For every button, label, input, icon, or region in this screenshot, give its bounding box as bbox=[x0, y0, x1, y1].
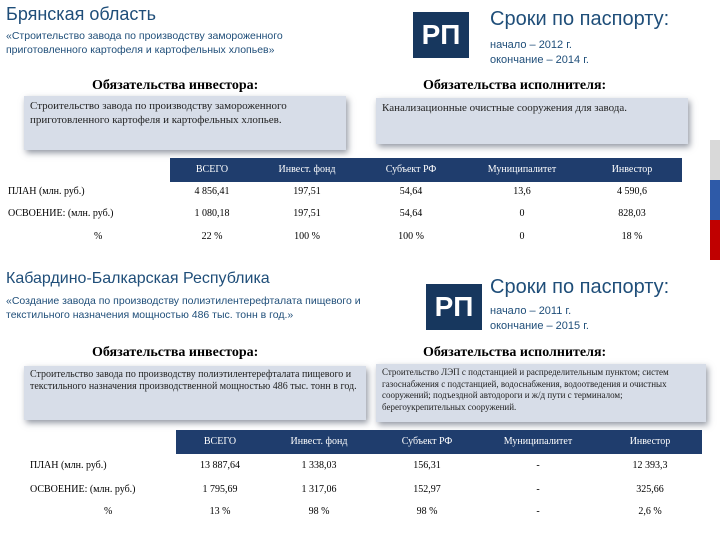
executor-obligations: Строительство ЛЭП с подстанцией и распределительным пунктом; систем газоснабжения с подстанцией, водоснабжения, водоотведения и очистных сооружений; подъездной автодороги и ж/д пути с терминалом; берегоукрепительных сооружений. bbox=[376, 364, 706, 422]
header-invest-fund: Инвест. фонд bbox=[272, 436, 366, 447]
header-investor: Инвестор bbox=[600, 436, 700, 447]
deadline-title: Сроки по паспорту: bbox=[490, 8, 670, 30]
row-label-execution: ОСВОЕНИЕ: (млн. руб.) bbox=[30, 484, 136, 495]
table-cell: 828,03 bbox=[618, 208, 646, 219]
project-description: «Создание завода по производству полиэтилентерефталата пищевого и текстильного назначения мощностью 486 тыс. тонн в год.» bbox=[6, 295, 361, 321]
deadline-end: окончание – 2015 г. bbox=[490, 320, 589, 332]
header-municipality: Муниципалитет bbox=[472, 164, 572, 175]
table-cell: 98 % bbox=[416, 506, 438, 517]
deadline-end: окончание – 2014 г. bbox=[490, 54, 589, 66]
table-cell: - bbox=[536, 460, 540, 471]
row-label-percent: % bbox=[104, 506, 113, 517]
row-label-plan: ПЛАН (млн. руб.) bbox=[8, 186, 85, 197]
table-cell: 22 % bbox=[201, 231, 223, 242]
table-cell: 4 590,6 bbox=[617, 186, 647, 197]
header-invest-fund: Инвест. фонд bbox=[262, 164, 352, 175]
header-investor: Инвестор bbox=[584, 164, 680, 175]
header-municipality: Муниципалитет bbox=[486, 436, 590, 447]
header-total: ВСЕГО bbox=[172, 164, 252, 175]
region-title: Брянская область bbox=[6, 4, 156, 24]
table-cell: 54,64 bbox=[399, 186, 423, 197]
investor-heading: Обязательства инвестора: bbox=[92, 78, 259, 93]
table-cell: 100 % bbox=[294, 231, 320, 242]
table-cell: 2,6 % bbox=[638, 506, 662, 517]
table-cell: 0 bbox=[519, 231, 525, 242]
investor-heading: Обязательства инвестора: bbox=[92, 345, 259, 360]
table-cell: - bbox=[536, 484, 540, 495]
table-cell: 156,31 bbox=[413, 460, 441, 471]
stripe-gray bbox=[710, 140, 720, 180]
investor-obligations: Строительство завода по производству замороженного приготовленного картофеля и картофельных хлопьев. bbox=[24, 96, 346, 150]
table-cell: 98 % bbox=[308, 506, 330, 517]
row-label-plan: ПЛАН (млн. руб.) bbox=[30, 460, 107, 471]
rp-badge: РП bbox=[426, 284, 482, 330]
stripe-blue bbox=[710, 180, 720, 220]
table-cell: 197,51 bbox=[293, 186, 321, 197]
table-cell: 1 317,06 bbox=[301, 484, 337, 495]
table-cell: 4 856,41 bbox=[194, 186, 230, 197]
stripe-red bbox=[710, 220, 720, 260]
project-description: «Строительство завода по производству замороженного приготовленного картофеля и картофельных хлопьев» bbox=[6, 30, 283, 56]
table-cell: 54,64 bbox=[399, 208, 423, 219]
table-cell: 0 bbox=[519, 208, 525, 219]
executor-obligations: Канализационные очистные сооружения для завода. bbox=[376, 98, 688, 144]
table-cell: 197,51 bbox=[293, 208, 321, 219]
table-cell: 1 080,18 bbox=[194, 208, 230, 219]
row-label-execution: ОСВОЕНИЕ: (млн. руб.) bbox=[8, 208, 114, 219]
deadline-start: начало – 2011 г. bbox=[490, 305, 572, 317]
executor-heading: Обязательства исполнителя: bbox=[423, 78, 607, 93]
rp-badge: РП bbox=[413, 12, 469, 58]
deadline-title: Сроки по паспорту: bbox=[490, 276, 670, 298]
table-cell: 12 393,3 bbox=[632, 460, 668, 471]
table-cell: 1 338,03 bbox=[301, 460, 337, 471]
header-subject: Субъект РФ bbox=[380, 436, 474, 447]
table-cell: 152,97 bbox=[413, 484, 441, 495]
table-cell: 325,66 bbox=[636, 484, 664, 495]
row-label-percent: % bbox=[94, 231, 103, 242]
table-cell: 13 % bbox=[209, 506, 231, 517]
table-cell: 1 795,69 bbox=[202, 484, 238, 495]
header-total: ВСЕГО bbox=[178, 436, 262, 447]
investor-obligations: Строительство завода по производству полиэтилентерефталата пищевого и текстильного назначения производственной мощностью 486 тыс. тонн в год. bbox=[24, 366, 366, 420]
table-cell: 100 % bbox=[398, 231, 424, 242]
deadline-start: начало – 2012 г. bbox=[490, 39, 572, 51]
executor-heading: Обязательства исполнителя: bbox=[423, 345, 607, 360]
table-cell: - bbox=[536, 506, 540, 517]
table-cell: 13 887,64 bbox=[200, 460, 240, 471]
region-title: Кабардино-Балкарская Республика bbox=[6, 270, 270, 287]
table-cell: 13,6 bbox=[513, 186, 531, 197]
header-subject: Субъект РФ bbox=[366, 164, 456, 175]
table-cell: 18 % bbox=[621, 231, 643, 242]
